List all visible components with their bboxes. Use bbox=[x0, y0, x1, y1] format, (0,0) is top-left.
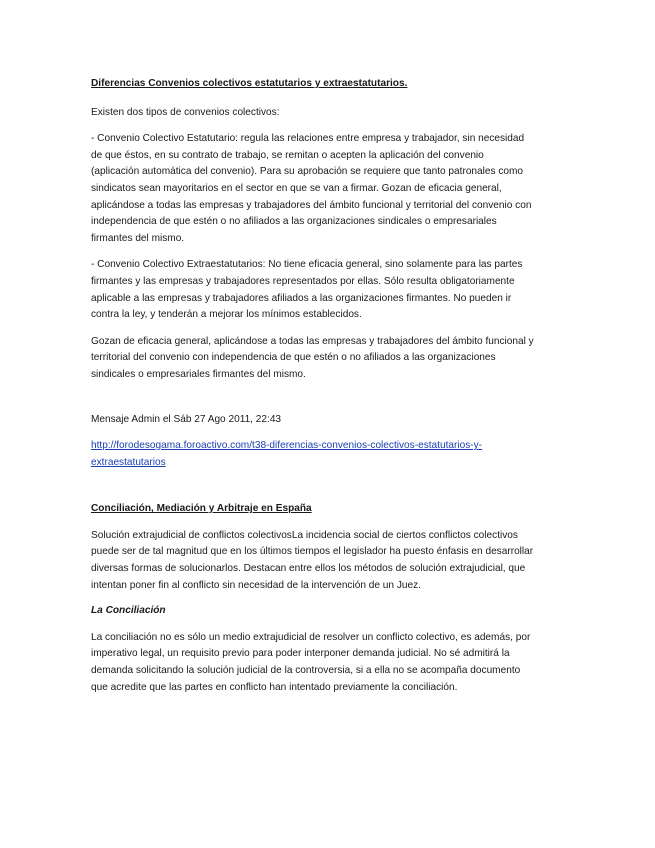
text-line: independencia de que estén o no afiliados a las organizaciones sindicales o empresariales bbox=[91, 216, 497, 228]
paragraph-solucion bbox=[91, 528, 571, 594]
text-line: de que éstos, en su contrato de trabajo, se remitan o acepten la aplicación del convenio bbox=[91, 149, 484, 161]
text-line: territorial del convenio con independencia de que estén o no afiliados a las organizaciones bbox=[91, 352, 496, 364]
text-line: - Convenio Colectivo Estatutario: regula las relaciones entre empresa y trabajador, sin necesidad bbox=[91, 133, 525, 145]
subsection-heading: La Conciliación bbox=[91, 605, 166, 617]
paragraph-estatutario bbox=[91, 131, 571, 247]
source-link-line[interactable]: extraestatutarios bbox=[91, 456, 166, 468]
text-line: diversas formas de solucionarlos. Destacan entre ellos los métodos de solución extrajudicial, que bbox=[91, 563, 526, 575]
message-meta: Mensaje Admin el Sáb 27 Ago 2011, 22:43 bbox=[91, 413, 282, 425]
text-line: demanda solicitando la solución judicial de la controversia, si a ella no se acompaña documento bbox=[91, 665, 521, 677]
text-line: - Convenio Colectivo Extraestatutarios: No tiene eficacia general, sino solamente para las partes bbox=[91, 259, 523, 271]
text-line: puede ser de tal magnitud que en los últimos tiempos el legislador ha puesto énfasis en desarrollar bbox=[91, 546, 534, 558]
document-page bbox=[91, 76, 571, 696]
text-line: sindicatos sean mayoritarios en el sector en que se van a firmar. Gozan de eficacia general, bbox=[91, 182, 502, 194]
text-line: imperativo legal, un requisito previo para poder interponer demanda judicial. No sé admitirá la bbox=[91, 648, 510, 660]
text-line: firmantes del mismo. bbox=[91, 232, 185, 244]
paragraph-extraestatutario bbox=[91, 257, 571, 323]
text-line: firmantes y las empresas y trabajadores representados por ellas. Sólo resulta obligatoriamente bbox=[91, 275, 515, 287]
section-heading-conciliacion: Conciliación, Mediación y Arbitraje en España bbox=[91, 503, 312, 515]
source-link[interactable] bbox=[91, 438, 571, 471]
source-link-line[interactable]: http://forodesogama.foroactivo.com/t38-diferencias-convenios-colectivos-estatutarios-y- bbox=[91, 440, 483, 452]
text-line: que acredite que las partes en conflicto han intentado previamente la conciliación. bbox=[91, 681, 458, 693]
text-line: Gozan de eficacia general, aplicándose a todas las empresas y trabajadores del ámbito funcional y bbox=[91, 335, 534, 347]
text-line: aplicable a las empresas y trabajadores afiliados a las organizaciones firmantes. No pueden ir bbox=[91, 292, 512, 304]
text-line: intentan poner fin al conflicto sin necesidad de la intervención de un Juez. bbox=[91, 579, 421, 591]
text-line: (aplicación automática del convenio). Para su aprobación se requiere que tanto patronales como bbox=[91, 166, 524, 178]
paragraph-conciliacion bbox=[91, 630, 571, 696]
text-line: La conciliación no es sólo un medio extrajudicial de resolver un conflicto colectivo, es además, por bbox=[91, 631, 531, 643]
paragraph-eficacia bbox=[91, 334, 571, 384]
section-heading-convenios: Diferencias Convenios colectivos estatutarios y extraestatutarios. bbox=[91, 78, 408, 89]
text-line: aplicándose a todas las empresas y trabajadores del ámbito funcional y territorial del convenio con bbox=[91, 199, 532, 211]
intro-paragraph: Existen dos tipos de convenios colectivos: bbox=[91, 106, 280, 118]
text-line: contra la ley, y tenderán a mejorar los mínimos establecidos. bbox=[91, 309, 362, 321]
text-line: sindicales o empresariales firmantes del mismo. bbox=[91, 368, 306, 380]
text-line: Solución extrajudicial de conflictos colectivosLa incidencia social de ciertos conflictos colectivos bbox=[91, 529, 518, 541]
